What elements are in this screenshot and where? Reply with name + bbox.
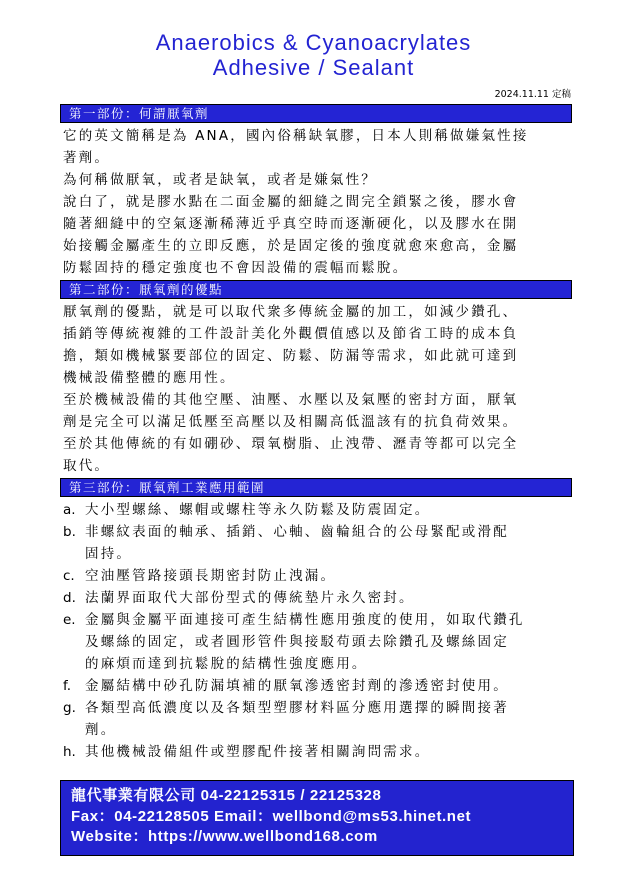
list-item-line: 空油壓管路接頭長期密封防止洩漏。 <box>85 568 337 584</box>
section-heading: 第二部份：厭氧劑的優點 <box>60 280 572 299</box>
document-title <box>0 30 627 80</box>
list-item <box>63 741 572 763</box>
list-marker: b. <box>63 524 76 540</box>
list-item <box>63 675 572 697</box>
fax-email: Fax：04-22128505 Email：wellbond@ms53.hinet.net <box>71 807 472 825</box>
list-marker: d. <box>63 590 76 606</box>
title-line-1: Anaerobics & Cyanoacrylates <box>155 30 472 55</box>
paragraph-line: 至於機械設備的其他空壓、油壓、水壓以及氣壓的密封方面，厭氧 <box>63 392 519 408</box>
list-item-line: 其他機械設備組件或塑膠配件接著相關詢問需求。 <box>85 744 431 760</box>
paragraph-line: 著劑。 <box>63 150 111 166</box>
list-item-line: 金屬結構中砂孔防漏填補的厭氧滲透密封劑的滲透密封使用。 <box>85 678 509 694</box>
section-body <box>60 123 572 280</box>
list-marker: a. <box>63 502 76 518</box>
paragraph-line: 防鬆固持的穩定強度也不會因設備的震幅而鬆脫。 <box>63 260 409 276</box>
document-body <box>60 104 572 764</box>
list-item <box>63 565 572 587</box>
list-marker: h. <box>63 744 76 760</box>
document-date: 2024.11.11 定稿 <box>494 89 571 100</box>
paragraph-line: 插銷等傳統複雜的工件設計美化外觀價值感以及節省工時的成本負 <box>63 326 519 342</box>
list-item-text <box>85 521 572 565</box>
list-marker: g. <box>63 700 76 716</box>
section-3 <box>60 478 572 764</box>
list-item-line: 及螺絲的固定，或者圓形管件與接駁苟頭去除鑽孔及螺絲固定 <box>85 634 509 650</box>
list-item <box>63 587 572 609</box>
list-item-line: 金屬與金屬平面連接可產生結構性應用強度的使用，如取代鑽孔 <box>85 612 525 628</box>
list-item-line: 各類型高低濃度以及各類型塑膠材料區分應用選擇的瞬間接著 <box>85 700 509 716</box>
paragraph-line: 劑是完全可以滿足低壓至高壓以及相關高低溫該有的抗負荷效果。 <box>63 414 519 430</box>
paragraph <box>63 191 572 279</box>
section-heading: 第一部份：何謂厭氧劑 <box>60 104 572 123</box>
paragraph-line: 厭氧劑的優點，就是可以取代衆多傳統金屬的加工，如減少鑽孔、 <box>63 304 519 320</box>
paragraph <box>63 301 572 389</box>
list-item-line: 劑。 <box>85 722 117 738</box>
paragraph-line: 擔，類如機械緊要部位的固定、防鬆、防漏等需求，如此就可達到 <box>63 348 519 364</box>
list-item-line: 法蘭界面取代大部份型式的傳統墊片永久密封。 <box>85 590 415 606</box>
paragraph <box>63 433 572 477</box>
list-marker: e. <box>63 612 76 628</box>
list-item-line: 固持。 <box>85 546 133 562</box>
section-body <box>60 497 572 764</box>
list-marker: c. <box>63 568 75 584</box>
section-body <box>60 299 572 478</box>
section-1 <box>60 104 572 280</box>
paragraph-line: 隨著細縫中的空氣逐漸稀薄近乎真空時而逐漸硬化，以及膠水在開 <box>63 216 519 232</box>
list-item-text <box>85 697 572 741</box>
list-item-line: 非螺紋表面的軸承、插銷、心軸、齒輪組合的公母緊配或滑配 <box>85 524 509 540</box>
paragraph <box>63 125 572 169</box>
paragraph-line: 至於其他傳統的有如硼砂、環氧樹脂、止洩帶、瀝青等都可以完全 <box>63 436 519 452</box>
list-item-text <box>85 675 572 697</box>
paragraph-line: 為何稱做厭氧，或者是缺氧，或者是嫌氣性？ <box>63 172 377 188</box>
list-item-text <box>85 587 572 609</box>
contact-box <box>60 780 574 856</box>
paragraph-line: 說白了，就是膠水點在二面金屬的細縫之間完全鎖緊之後，膠水會 <box>63 194 519 210</box>
website: Website：https://www.wellbond168.com <box>71 828 378 845</box>
paragraph-line: 始接觸金屬產生的立即反應，於是固定後的強度就愈來愈高，金屬 <box>63 238 519 254</box>
paragraph-line: 它的英文簡稱是為 ANA，國內俗稱缺氧膠，日本人則稱做嫌氣性接 <box>63 128 529 144</box>
list-item-line: 的麻煩而達到抗鬆脫的結構性強度應用。 <box>85 656 368 672</box>
list-item-text <box>85 609 572 675</box>
paragraph-line: 機械設備整體的應用性。 <box>63 370 236 386</box>
company-phone: 龍代事業有限公司 04-22125315 / 22125328 <box>71 787 382 804</box>
paragraph <box>63 169 572 191</box>
list-marker: f. <box>63 678 72 694</box>
section-2 <box>60 280 572 478</box>
list-item-text <box>85 499 572 521</box>
paragraph-line: 取代。 <box>63 458 111 474</box>
paragraph <box>63 389 572 433</box>
list-item <box>63 697 572 741</box>
list-item <box>63 521 572 565</box>
list-item-line: 大小型螺絲、螺帽或螺柱等永久防鬆及防震固定。 <box>85 502 431 518</box>
title-line-2: Adhesive / Sealant <box>212 55 415 80</box>
list-item <box>63 609 572 675</box>
list-item <box>63 499 572 521</box>
list-item-text <box>85 565 572 587</box>
section-heading: 第三部份：厭氧劑工業應用範圍 <box>60 478 572 497</box>
list-item-text <box>85 741 572 763</box>
